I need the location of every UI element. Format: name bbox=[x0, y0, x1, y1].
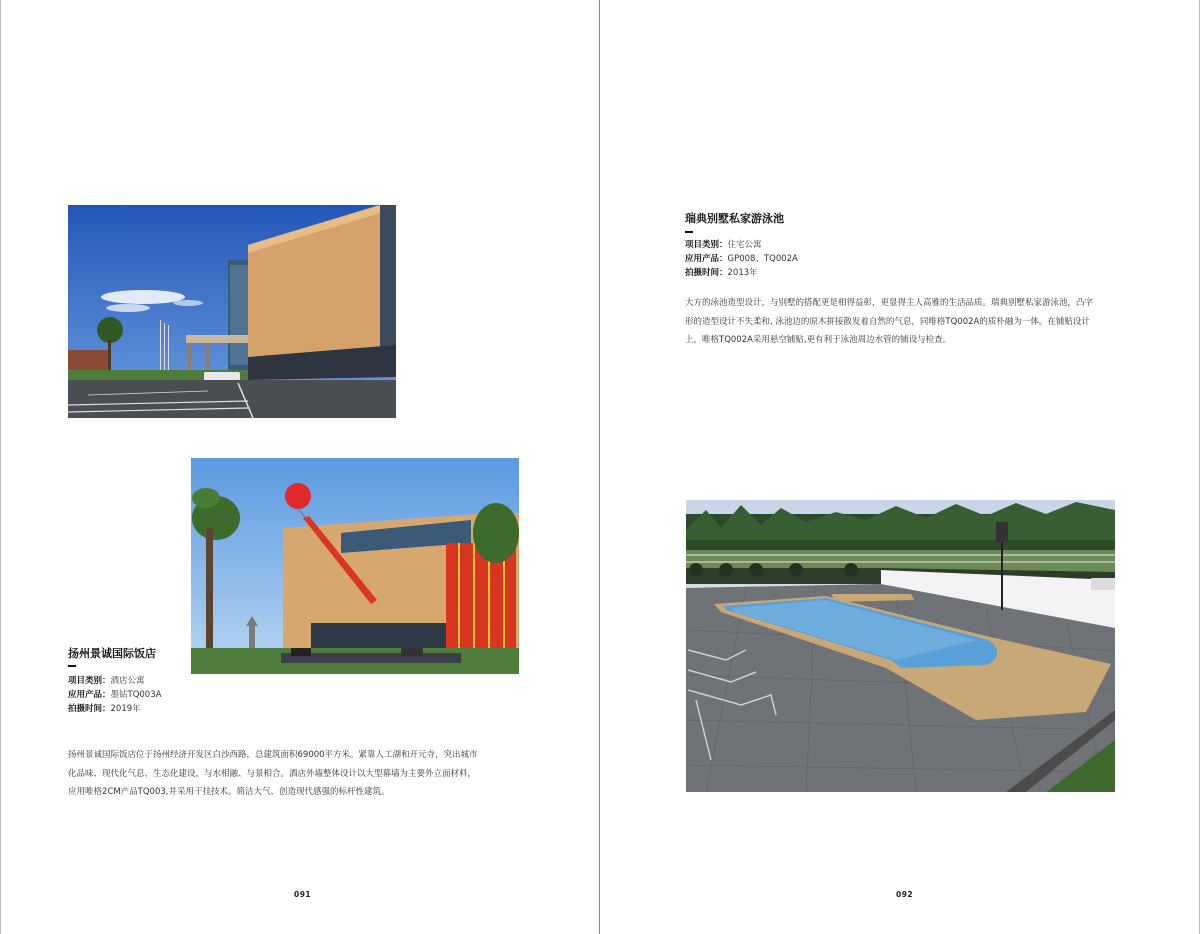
project-title: 扬州景诚国际饭店 bbox=[68, 647, 156, 660]
description-line: 应用唯格2CM产品TQ003,并采用干挂技术。简洁大气、创造现代感强的标杆性建筑。 bbox=[68, 787, 390, 797]
private-pool-photo bbox=[686, 500, 1115, 792]
right-page bbox=[600, 0, 1200, 934]
description-line: 扬州景诚国际饭店位于扬州经济开发区白沙西路，总建筑面积69000平方米。紧靠人工湖和开元寺，突出城市 bbox=[68, 750, 478, 760]
title-divider bbox=[68, 665, 76, 667]
description-line: 化品味、现代化气息、生态化建设，与水相融、与景相合。酒店外墙整体设计以大型幕墙为主要外立面材料， bbox=[68, 768, 477, 779]
meta-row-date: 拍摄时间：2019年 bbox=[68, 704, 141, 714]
hotel-exterior-photo bbox=[68, 205, 396, 418]
title-divider bbox=[685, 231, 693, 233]
description-line: 形的造型设计不失柔和, 泳池边的原木拼接散发着自然的气息，同唯格TQ002A的质朴融为一体。在铺贴设计 bbox=[685, 316, 1090, 327]
project-meta bbox=[68, 674, 161, 716]
meta-row-product: 应用产品：GP008、TQ002A bbox=[685, 254, 798, 264]
project-meta bbox=[685, 238, 798, 280]
hotel-opening-photo bbox=[191, 458, 519, 674]
meta-row-category: 项目类别：住宅公寓 bbox=[685, 240, 762, 250]
page-number: 091 bbox=[294, 890, 312, 899]
meta-row-date: 拍摄时间：2013年 bbox=[685, 268, 758, 278]
project-title: 瑞典别墅私家游泳池 bbox=[685, 212, 784, 225]
meta-row-product: 应用产品：墨钻TQ003A bbox=[68, 690, 162, 700]
description-line: 上，唯格TQ002A采用悬空铺贴,更有利于泳池周边水管的铺设与检查。 bbox=[685, 335, 952, 345]
meta-row-category: 项目类别：酒店公寓 bbox=[68, 676, 145, 686]
project-description bbox=[68, 746, 538, 802]
page-number: 092 bbox=[896, 890, 914, 899]
project-description bbox=[685, 294, 1155, 350]
description-line: 大方的泳池造型设计，与别墅的搭配更是相得益彰，更显得主人高雅的生活品质。瑞典别墅私家游泳池，凸字 bbox=[685, 298, 1094, 308]
